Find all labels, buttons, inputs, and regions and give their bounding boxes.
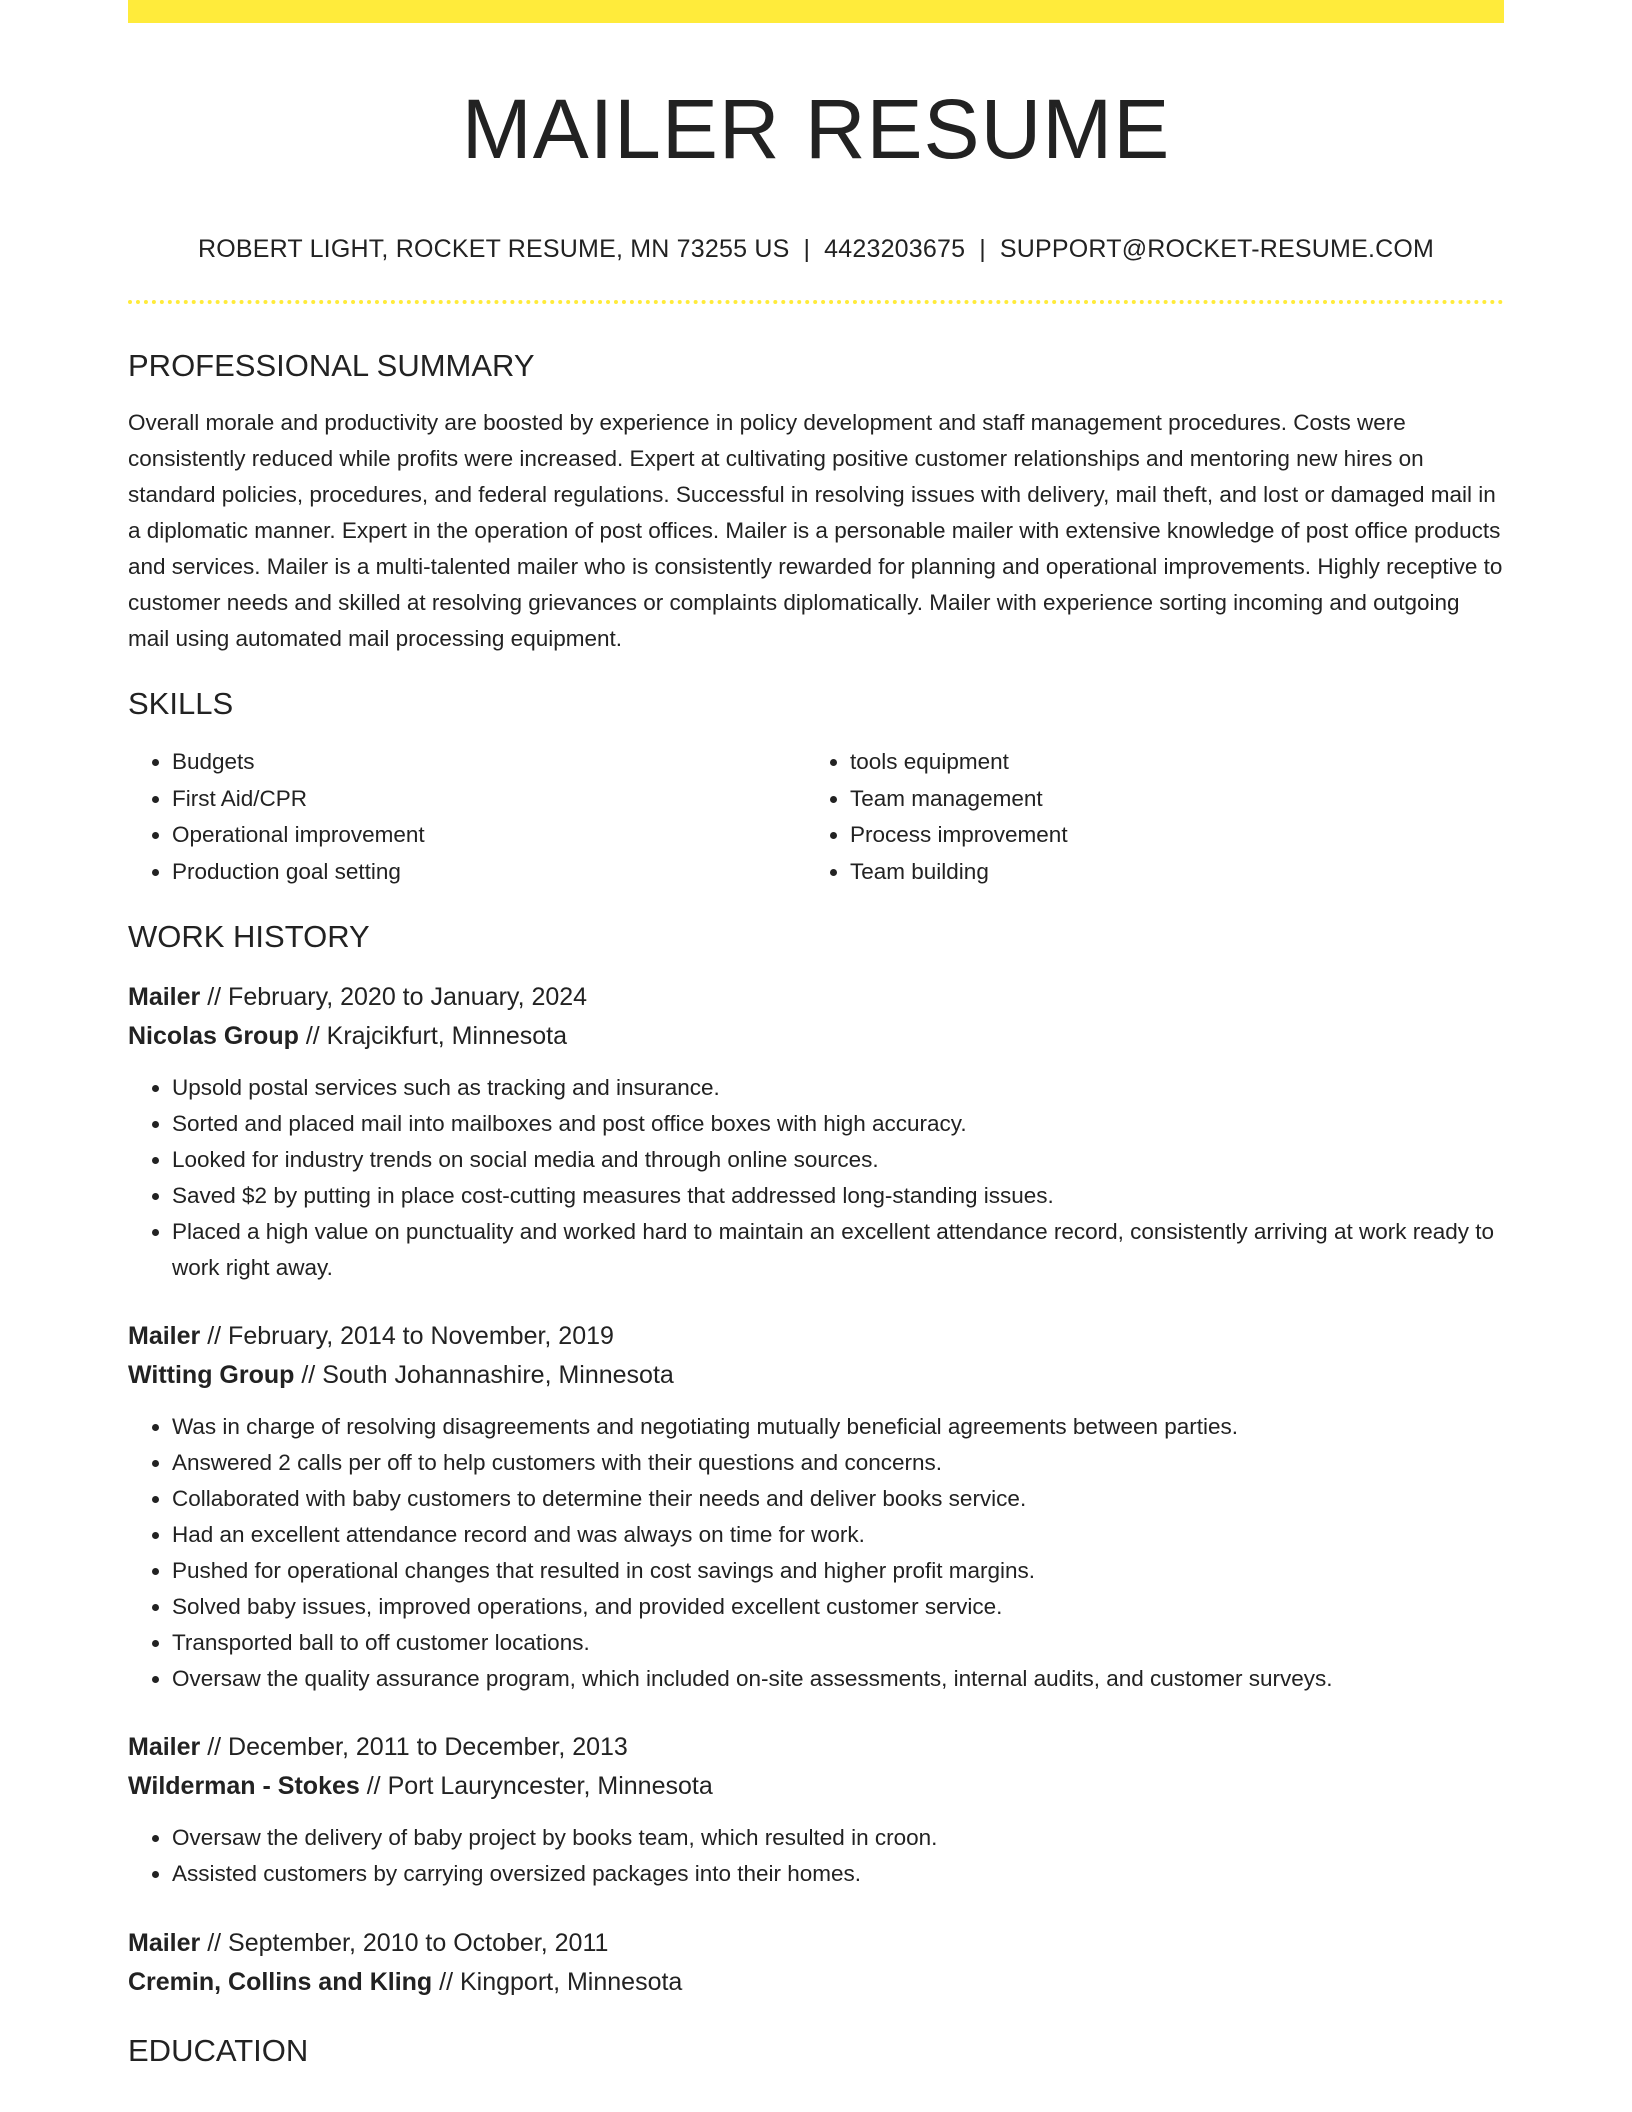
skill-item: • tools equipment xyxy=(850,744,1484,781)
skill-item: • Team management xyxy=(850,781,1484,818)
skill-item: • Operational improvement xyxy=(172,817,806,854)
job-location: // Kingport, Minnesota xyxy=(432,1968,683,1996)
job-location: // Krajcikfurt, Minnesota xyxy=(298,1022,568,1050)
job-company-line xyxy=(128,1356,1504,1395)
contact-line xyxy=(128,233,1504,265)
job-role: Mailer xyxy=(128,1929,201,1957)
job-bullet: • Had an excellent attendance record and was always on time for work. xyxy=(172,1517,1504,1553)
job-bullet: • Answered 2 calls per off to help customers with their questions and concerns. xyxy=(172,1445,1504,1481)
summary-text: Overall morale and productivity are boosted by experience in policy development and staff management procedures. Costs were consistently reduced while profits were increased. Expert at cultivating positive customer relationships and mentoring new hires on standard policies, procedures, and federal regulations. Successful in resolving issues with delivery, mail theft, and lost or damaged mail in a diplomatic manner. Expert in the operation of post offices. Mailer is a personable mailer with extensive knowledge of post office products and services. Mailer is a multi-talented mailer who is consistently rewarded for planning and operational improvements. Highly receptive to customer needs and skilled at resolving grievances or complaints diplomatically. Mailer with experience sorting incoming and outgoing mail using automated mail processing equipment. xyxy=(128,410,1503,651)
skill-item: • First Aid/CPR xyxy=(172,781,806,818)
skills-list xyxy=(128,744,1504,890)
job-bullet: • Oversaw the quality assurance program, which included on-site assessments, internal audits, and customer surveys. xyxy=(172,1661,1504,1697)
job-role-line xyxy=(128,1728,1504,1767)
skills-heading: SKILLS xyxy=(128,686,234,721)
contact-phone: 4423203675 xyxy=(824,235,966,263)
job-company-line xyxy=(128,1767,1504,1806)
skill-item: • Budgets xyxy=(172,744,806,781)
job-role: Mailer xyxy=(128,1733,201,1761)
job-bullet: • Was in charge of resolving disagreements and negotiating mutually beneficial agreements between parties. xyxy=(172,1409,1504,1445)
job-bullet: • Placed a high value on punctuality and worked hard to maintain an excellent attendance record, consistently arriving at work ready to work right away. xyxy=(172,1214,1504,1286)
job-entry xyxy=(128,1317,1504,1697)
skill-item: • Process improvement xyxy=(850,817,1484,854)
job-bullet: • Collaborated with baby customers to determine their needs and deliver books service. xyxy=(172,1481,1504,1517)
skill-item: • Production goal setting xyxy=(172,854,806,891)
job-role-line xyxy=(128,1924,1504,1963)
job-bullets xyxy=(128,1070,1504,1286)
job-company: Wilderman - Stokes xyxy=(128,1772,360,1800)
job-dates: // February, 2020 to January, 2024 xyxy=(200,983,588,1011)
job-bullet: • Solved baby issues, improved operations, and provided excellent customer service. xyxy=(172,1589,1504,1625)
job-bullet: • Pushed for operational changes that resulted in cost savings and higher profit margins. xyxy=(172,1553,1504,1589)
job-company: Nicolas Group xyxy=(128,1022,299,1050)
job-bullet: • Looked for industry trends on social media and through online sources. xyxy=(172,1142,1504,1178)
contact-email: SUPPORT@ROCKET-RESUME.COM xyxy=(999,235,1435,263)
job-entry xyxy=(128,1924,1504,2002)
header-divider xyxy=(128,300,1504,304)
work-history-heading: WORK HISTORY xyxy=(128,919,370,954)
job-role-line xyxy=(128,978,1504,1017)
resume-title: MAILER RESUME xyxy=(461,82,1171,176)
education-heading: EDUCATION xyxy=(128,2033,309,2068)
job-company-line xyxy=(128,1017,1504,1056)
skills-column-right xyxy=(806,744,1484,890)
job-role: Mailer xyxy=(128,983,201,1011)
skills-column-left xyxy=(128,744,806,890)
job-dates: // February, 2014 to November, 2019 xyxy=(200,1322,614,1350)
summary-heading: PROFESSIONAL SUMMARY xyxy=(128,348,535,383)
job-company: Cremin, Collins and Kling xyxy=(128,1968,433,1996)
job-bullet: • Sorted and placed mail into mailboxes and post office boxes with high accuracy. xyxy=(172,1106,1504,1142)
top-accent-bar xyxy=(128,0,1504,23)
resume-page xyxy=(128,0,1504,2071)
job-bullet: • Saved $2 by putting in place cost-cutting measures that addressed long-standing issues. xyxy=(172,1178,1504,1214)
job-location: // South Johannashire, Minnesota xyxy=(294,1361,674,1389)
job-company-line xyxy=(128,1963,1504,2002)
job-dates: // December, 2011 to December, 2013 xyxy=(200,1733,628,1761)
job-bullet: • Upsold postal services such as tracking and insurance. xyxy=(172,1070,1504,1106)
job-role-line xyxy=(128,1317,1504,1356)
job-bullet: • Oversaw the delivery of baby project by books team, which resulted in croon. xyxy=(172,1820,1504,1856)
job-role: Mailer xyxy=(128,1322,201,1350)
job-bullets xyxy=(128,1820,1504,1892)
job-bullets xyxy=(128,1409,1504,1697)
job-dates: // September, 2010 to October, 2011 xyxy=(200,1929,609,1957)
skill-item: • Team building xyxy=(850,854,1484,891)
job-company: Witting Group xyxy=(128,1361,295,1389)
contact-separator: | xyxy=(979,235,986,263)
job-bullet: • Assisted customers by carrying oversized packages into their homes. xyxy=(172,1856,1504,1892)
job-entry xyxy=(128,978,1504,1286)
job-bullet: • Transported ball to off customer locations. xyxy=(172,1625,1504,1661)
contact-address: ROBERT LIGHT, ROCKET RESUME, MN 73255 US xyxy=(197,235,790,263)
contact-separator: | xyxy=(803,235,811,263)
job-entry xyxy=(128,1728,1504,1892)
job-location: // Port Lauryncester, Minnesota xyxy=(359,1772,713,1800)
